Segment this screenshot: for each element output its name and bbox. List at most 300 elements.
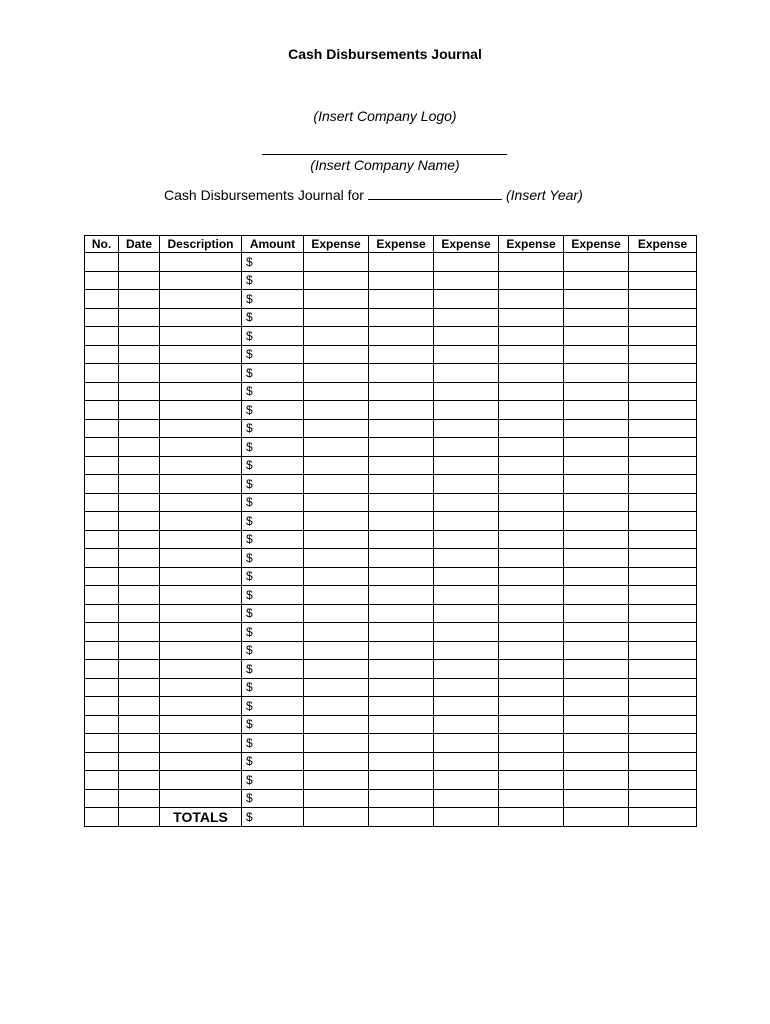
- date-cell[interactable]: [119, 604, 160, 623]
- expense-cell[interactable]: [564, 382, 629, 401]
- amount-cell[interactable]: $: [242, 678, 304, 697]
- expense-cell[interactable]: [369, 493, 434, 512]
- no-cell[interactable]: [85, 604, 119, 623]
- expense-cell[interactable]: [434, 530, 499, 549]
- expense-cell[interactable]: [499, 512, 564, 531]
- expense-cell[interactable]: [434, 623, 499, 642]
- no-cell[interactable]: [85, 327, 119, 346]
- expense-cell[interactable]: [434, 660, 499, 679]
- expense-cell[interactable]: [499, 364, 564, 383]
- expense-cell[interactable]: [629, 327, 697, 346]
- amount-cell[interactable]: $: [242, 586, 304, 605]
- expense-cell[interactable]: [564, 327, 629, 346]
- no-cell[interactable]: [85, 493, 119, 512]
- expense-cell[interactable]: [629, 438, 697, 457]
- expense-cell[interactable]: [629, 567, 697, 586]
- no-cell[interactable]: [85, 290, 119, 309]
- expense-cell[interactable]: [369, 641, 434, 660]
- expense-cell[interactable]: [434, 364, 499, 383]
- expense-cell[interactable]: [499, 327, 564, 346]
- expense-cell[interactable]: [629, 364, 697, 383]
- expense-cell[interactable]: [369, 438, 434, 457]
- amount-cell[interactable]: $: [242, 641, 304, 660]
- expense-cell[interactable]: [564, 734, 629, 753]
- expense-cell[interactable]: [564, 530, 629, 549]
- description-cell[interactable]: [160, 512, 242, 531]
- amount-cell[interactable]: $: [242, 734, 304, 753]
- description-cell[interactable]: [160, 623, 242, 642]
- no-cell[interactable]: [85, 567, 119, 586]
- expense-cell[interactable]: [304, 345, 369, 364]
- description-cell[interactable]: [160, 456, 242, 475]
- amount-cell[interactable]: $: [242, 752, 304, 771]
- expense-cell[interactable]: [564, 308, 629, 327]
- description-cell[interactable]: [160, 567, 242, 586]
- expense-cell[interactable]: [564, 475, 629, 494]
- expense-cell[interactable]: [434, 475, 499, 494]
- no-cell[interactable]: [85, 586, 119, 605]
- no-cell[interactable]: [85, 401, 119, 420]
- expense-cell[interactable]: [304, 586, 369, 605]
- expense-cell[interactable]: [304, 567, 369, 586]
- expense-cell[interactable]: [499, 623, 564, 642]
- expense-cell[interactable]: [629, 604, 697, 623]
- date-cell[interactable]: [119, 771, 160, 790]
- expense-cell[interactable]: [434, 771, 499, 790]
- expense-cell[interactable]: [629, 752, 697, 771]
- expense-cell[interactable]: [369, 475, 434, 494]
- amount-cell[interactable]: $: [242, 604, 304, 623]
- expense-cell[interactable]: [564, 752, 629, 771]
- expense-cell[interactable]: [564, 586, 629, 605]
- date-cell[interactable]: [119, 549, 160, 568]
- expense-cell[interactable]: [629, 697, 697, 716]
- amount-cell[interactable]: $: [242, 475, 304, 494]
- description-cell[interactable]: [160, 271, 242, 290]
- description-cell[interactable]: [160, 364, 242, 383]
- expense-cell[interactable]: [434, 697, 499, 716]
- expense-cell[interactable]: [369, 419, 434, 438]
- expense-cell[interactable]: [434, 327, 499, 346]
- expense-cell[interactable]: [369, 512, 434, 531]
- amount-cell[interactable]: $: [242, 308, 304, 327]
- expense-cell[interactable]: [499, 271, 564, 290]
- expense-cell[interactable]: [434, 253, 499, 272]
- expense-cell[interactable]: [629, 530, 697, 549]
- expense-cell[interactable]: [499, 752, 564, 771]
- date-cell[interactable]: [119, 271, 160, 290]
- expense-cell[interactable]: [369, 308, 434, 327]
- expense-cell[interactable]: [369, 549, 434, 568]
- amount-cell[interactable]: $: [242, 789, 304, 808]
- date-cell[interactable]: [119, 290, 160, 309]
- expense-cell[interactable]: [434, 641, 499, 660]
- expense-cell[interactable]: [564, 604, 629, 623]
- description-cell[interactable]: [160, 419, 242, 438]
- expense-cell[interactable]: [564, 271, 629, 290]
- no-cell[interactable]: [85, 345, 119, 364]
- description-cell[interactable]: [160, 752, 242, 771]
- no-cell[interactable]: [85, 419, 119, 438]
- date-cell[interactable]: [119, 789, 160, 808]
- amount-cell[interactable]: $: [242, 419, 304, 438]
- expense-cell[interactable]: [564, 789, 629, 808]
- expense-cell[interactable]: [304, 493, 369, 512]
- expense-cell[interactable]: [564, 771, 629, 790]
- expense-cell[interactable]: [499, 586, 564, 605]
- no-cell[interactable]: [85, 253, 119, 272]
- expense-cell[interactable]: [499, 604, 564, 623]
- description-cell[interactable]: [160, 327, 242, 346]
- expense-cell[interactable]: [369, 586, 434, 605]
- expense-cell[interactable]: [369, 623, 434, 642]
- expense-cell[interactable]: [369, 401, 434, 420]
- amount-cell[interactable]: $: [242, 660, 304, 679]
- date-cell[interactable]: [119, 401, 160, 420]
- expense-cell[interactable]: [369, 660, 434, 679]
- expense-cell[interactable]: [499, 419, 564, 438]
- date-cell[interactable]: [119, 697, 160, 716]
- no-cell[interactable]: [85, 660, 119, 679]
- date-cell[interactable]: [119, 345, 160, 364]
- no-cell[interactable]: [85, 715, 119, 734]
- expense-cell[interactable]: [434, 752, 499, 771]
- expense-cell[interactable]: [369, 697, 434, 716]
- expense-cell[interactable]: [564, 253, 629, 272]
- expense-cell[interactable]: [629, 586, 697, 605]
- description-cell[interactable]: [160, 493, 242, 512]
- expense-cell[interactable]: [434, 789, 499, 808]
- expense-cell[interactable]: [564, 697, 629, 716]
- expense-cell[interactable]: [304, 549, 369, 568]
- expense-cell[interactable]: [499, 382, 564, 401]
- date-cell[interactable]: [119, 678, 160, 697]
- expense-cell[interactable]: [434, 308, 499, 327]
- date-cell[interactable]: [119, 734, 160, 753]
- no-cell[interactable]: [85, 641, 119, 660]
- description-cell[interactable]: [160, 253, 242, 272]
- expense-cell[interactable]: [304, 438, 369, 457]
- expense-cell[interactable]: [629, 475, 697, 494]
- expense-cell[interactable]: [629, 401, 697, 420]
- amount-cell[interactable]: $: [242, 623, 304, 642]
- expense-cell[interactable]: [304, 771, 369, 790]
- date-cell[interactable]: [119, 512, 160, 531]
- expense-cell[interactable]: [304, 604, 369, 623]
- expense-cell[interactable]: [629, 641, 697, 660]
- amount-cell[interactable]: $: [242, 715, 304, 734]
- date-cell[interactable]: [119, 715, 160, 734]
- expense-cell[interactable]: [499, 475, 564, 494]
- expense-cell[interactable]: [369, 752, 434, 771]
- expense-cell[interactable]: [304, 512, 369, 531]
- expense-cell[interactable]: [434, 290, 499, 309]
- expense-cell[interactable]: [369, 567, 434, 586]
- expense-cell[interactable]: [499, 253, 564, 272]
- expense-cell[interactable]: [499, 456, 564, 475]
- expense-cell[interactable]: [369, 271, 434, 290]
- description-cell[interactable]: [160, 641, 242, 660]
- description-cell[interactable]: [160, 290, 242, 309]
- expense-cell[interactable]: [304, 789, 369, 808]
- expense-cell[interactable]: [499, 660, 564, 679]
- expense-cell[interactable]: [369, 364, 434, 383]
- expense-cell[interactable]: [564, 345, 629, 364]
- expense-cell[interactable]: [434, 493, 499, 512]
- date-cell[interactable]: [119, 475, 160, 494]
- expense-cell[interactable]: [434, 512, 499, 531]
- no-cell[interactable]: [85, 678, 119, 697]
- amount-cell[interactable]: $: [242, 697, 304, 716]
- date-cell[interactable]: [119, 567, 160, 586]
- no-cell[interactable]: [85, 623, 119, 642]
- amount-cell[interactable]: $: [242, 438, 304, 457]
- amount-cell[interactable]: $: [242, 327, 304, 346]
- date-cell[interactable]: [119, 530, 160, 549]
- expense-cell[interactable]: [304, 327, 369, 346]
- amount-cell[interactable]: $: [242, 290, 304, 309]
- date-cell[interactable]: [119, 438, 160, 457]
- date-cell[interactable]: [119, 641, 160, 660]
- date-cell[interactable]: [119, 493, 160, 512]
- description-cell[interactable]: [160, 660, 242, 679]
- date-cell[interactable]: [119, 660, 160, 679]
- expense-cell[interactable]: [304, 290, 369, 309]
- expense-cell[interactable]: [369, 789, 434, 808]
- expense-cell[interactable]: [564, 456, 629, 475]
- expense-cell[interactable]: [369, 456, 434, 475]
- expense-cell[interactable]: [499, 567, 564, 586]
- amount-cell[interactable]: $: [242, 401, 304, 420]
- expense-cell[interactable]: [369, 734, 434, 753]
- no-cell[interactable]: [85, 549, 119, 568]
- expense-cell[interactable]: [304, 401, 369, 420]
- expense-cell[interactable]: [304, 734, 369, 753]
- expense-cell[interactable]: [629, 512, 697, 531]
- expense-cell[interactable]: [564, 715, 629, 734]
- description-cell[interactable]: [160, 604, 242, 623]
- expense-cell[interactable]: [304, 308, 369, 327]
- expense-cell[interactable]: [629, 382, 697, 401]
- no-cell[interactable]: [85, 734, 119, 753]
- expense-cell[interactable]: [304, 697, 369, 716]
- expense-cell[interactable]: [629, 290, 697, 309]
- no-cell[interactable]: [85, 382, 119, 401]
- description-cell[interactable]: [160, 734, 242, 753]
- date-cell[interactable]: [119, 456, 160, 475]
- expense-cell[interactable]: [499, 308, 564, 327]
- expense-cell[interactable]: [629, 549, 697, 568]
- amount-cell[interactable]: $: [242, 456, 304, 475]
- description-cell[interactable]: [160, 549, 242, 568]
- expense-cell[interactable]: [499, 438, 564, 457]
- expense-cell[interactable]: [499, 789, 564, 808]
- expense-cell[interactable]: [369, 345, 434, 364]
- expense-cell[interactable]: [499, 493, 564, 512]
- expense-cell[interactable]: [629, 789, 697, 808]
- expense-cell[interactable]: [304, 475, 369, 494]
- amount-cell[interactable]: $: [242, 771, 304, 790]
- expense-cell[interactable]: [564, 567, 629, 586]
- amount-cell[interactable]: $: [242, 512, 304, 531]
- expense-cell[interactable]: [629, 734, 697, 753]
- expense-cell[interactable]: [304, 623, 369, 642]
- expense-cell[interactable]: [304, 382, 369, 401]
- expense-cell[interactable]: [564, 419, 629, 438]
- expense-cell[interactable]: [304, 641, 369, 660]
- expense-cell[interactable]: [304, 678, 369, 697]
- expense-cell[interactable]: [499, 345, 564, 364]
- expense-cell[interactable]: [629, 660, 697, 679]
- amount-cell[interactable]: $: [242, 382, 304, 401]
- expense-cell[interactable]: [304, 530, 369, 549]
- expense-cell[interactable]: [629, 271, 697, 290]
- expense-cell[interactable]: [499, 771, 564, 790]
- expense-cell[interactable]: [499, 678, 564, 697]
- description-cell[interactable]: [160, 771, 242, 790]
- no-cell[interactable]: [85, 697, 119, 716]
- amount-cell[interactable]: $: [242, 549, 304, 568]
- year-blank[interactable]: [368, 187, 502, 200]
- expense-cell[interactable]: [629, 308, 697, 327]
- no-cell[interactable]: [85, 512, 119, 531]
- expense-cell[interactable]: [304, 456, 369, 475]
- description-cell[interactable]: [160, 697, 242, 716]
- expense-cell[interactable]: [629, 678, 697, 697]
- expense-cell[interactable]: [499, 401, 564, 420]
- expense-cell[interactable]: [304, 660, 369, 679]
- expense-cell[interactable]: [629, 345, 697, 364]
- expense-cell[interactable]: [564, 678, 629, 697]
- expense-cell[interactable]: [564, 493, 629, 512]
- expense-cell[interactable]: [564, 290, 629, 309]
- date-cell[interactable]: [119, 364, 160, 383]
- expense-cell[interactable]: [369, 604, 434, 623]
- expense-cell[interactable]: [434, 549, 499, 568]
- date-cell[interactable]: [119, 327, 160, 346]
- description-cell[interactable]: [160, 345, 242, 364]
- date-cell[interactable]: [119, 308, 160, 327]
- expense-cell[interactable]: [499, 549, 564, 568]
- date-cell[interactable]: [119, 382, 160, 401]
- expense-cell[interactable]: [499, 697, 564, 716]
- amount-cell[interactable]: $: [242, 271, 304, 290]
- no-cell[interactable]: [85, 771, 119, 790]
- no-cell[interactable]: [85, 752, 119, 771]
- expense-cell[interactable]: [564, 364, 629, 383]
- amount-cell[interactable]: $: [242, 253, 304, 272]
- amount-cell[interactable]: $: [242, 530, 304, 549]
- expense-cell[interactable]: [369, 253, 434, 272]
- no-cell[interactable]: [85, 271, 119, 290]
- date-cell[interactable]: [119, 623, 160, 642]
- expense-cell[interactable]: [304, 715, 369, 734]
- expense-cell[interactable]: [304, 364, 369, 383]
- date-cell[interactable]: [119, 586, 160, 605]
- expense-cell[interactable]: [629, 253, 697, 272]
- description-cell[interactable]: [160, 475, 242, 494]
- description-cell[interactable]: [160, 382, 242, 401]
- description-cell[interactable]: [160, 789, 242, 808]
- expense-cell[interactable]: [369, 382, 434, 401]
- no-cell[interactable]: [85, 530, 119, 549]
- expense-cell[interactable]: [499, 715, 564, 734]
- expense-cell[interactable]: [369, 715, 434, 734]
- expense-cell[interactable]: [434, 438, 499, 457]
- expense-cell[interactable]: [434, 678, 499, 697]
- expense-cell[interactable]: [434, 345, 499, 364]
- expense-cell[interactable]: [434, 586, 499, 605]
- expense-cell[interactable]: [369, 678, 434, 697]
- description-cell[interactable]: [160, 678, 242, 697]
- amount-cell[interactable]: $: [242, 364, 304, 383]
- expense-cell[interactable]: [434, 734, 499, 753]
- expense-cell[interactable]: [564, 549, 629, 568]
- expense-cell[interactable]: [499, 290, 564, 309]
- expense-cell[interactable]: [434, 419, 499, 438]
- description-cell[interactable]: [160, 586, 242, 605]
- expense-cell[interactable]: [564, 660, 629, 679]
- date-cell[interactable]: [119, 253, 160, 272]
- no-cell[interactable]: [85, 475, 119, 494]
- expense-cell[interactable]: [434, 382, 499, 401]
- no-cell[interactable]: [85, 456, 119, 475]
- expense-cell[interactable]: [629, 493, 697, 512]
- amount-cell[interactable]: $: [242, 493, 304, 512]
- expense-cell[interactable]: [304, 253, 369, 272]
- expense-cell[interactable]: [629, 456, 697, 475]
- expense-cell[interactable]: [304, 752, 369, 771]
- expense-cell[interactable]: [564, 401, 629, 420]
- expense-cell[interactable]: [499, 530, 564, 549]
- expense-cell[interactable]: [629, 623, 697, 642]
- expense-cell[interactable]: [434, 456, 499, 475]
- expense-cell[interactable]: [499, 641, 564, 660]
- expense-cell[interactable]: [629, 715, 697, 734]
- expense-cell[interactable]: [434, 271, 499, 290]
- expense-cell[interactable]: [304, 419, 369, 438]
- no-cell[interactable]: [85, 789, 119, 808]
- expense-cell[interactable]: [564, 641, 629, 660]
- expense-cell[interactable]: [629, 419, 697, 438]
- expense-cell[interactable]: [369, 327, 434, 346]
- amount-cell[interactable]: $: [242, 567, 304, 586]
- no-cell[interactable]: [85, 438, 119, 457]
- expense-cell[interactable]: [304, 271, 369, 290]
- expense-cell[interactable]: [434, 604, 499, 623]
- no-cell[interactable]: [85, 364, 119, 383]
- description-cell[interactable]: [160, 530, 242, 549]
- date-cell[interactable]: [119, 752, 160, 771]
- description-cell[interactable]: [160, 401, 242, 420]
- expense-cell[interactable]: [369, 771, 434, 790]
- expense-cell[interactable]: [499, 734, 564, 753]
- no-cell[interactable]: [85, 308, 119, 327]
- expense-cell[interactable]: [564, 438, 629, 457]
- date-cell[interactable]: [119, 419, 160, 438]
- expense-cell[interactable]: [564, 512, 629, 531]
- expense-cell[interactable]: [434, 715, 499, 734]
- description-cell[interactable]: [160, 715, 242, 734]
- expense-cell[interactable]: [564, 623, 629, 642]
- expense-cell[interactable]: [629, 771, 697, 790]
- expense-cell[interactable]: [369, 530, 434, 549]
- amount-cell[interactable]: $: [242, 345, 304, 364]
- description-cell[interactable]: [160, 438, 242, 457]
- expense-cell[interactable]: [434, 567, 499, 586]
- description-cell[interactable]: [160, 308, 242, 327]
- expense-cell[interactable]: [369, 290, 434, 309]
